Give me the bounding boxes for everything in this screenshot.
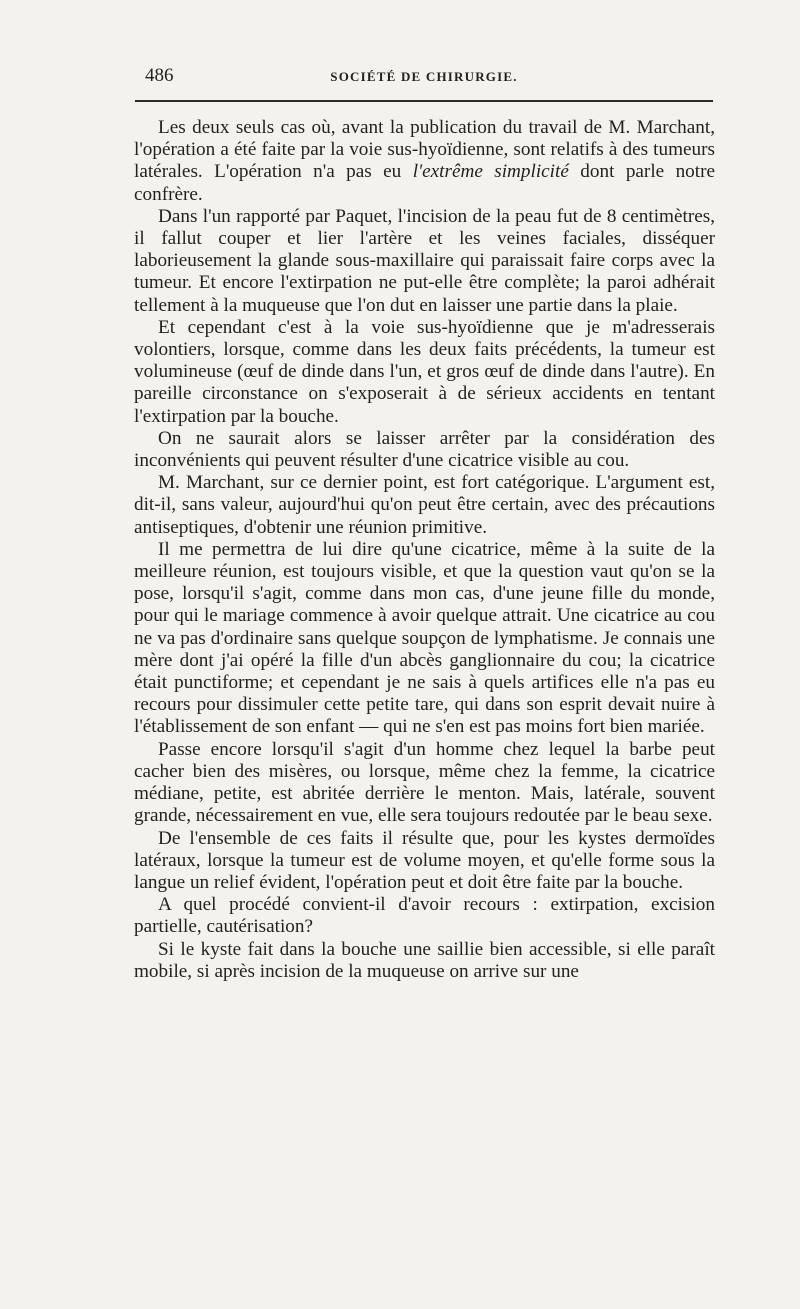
header-rule xyxy=(135,100,713,102)
page-number: 486 xyxy=(145,65,174,86)
running-head: SOCIÉTÉ DE CHIRURGIE. xyxy=(330,69,518,84)
paragraph: Dans l'un rapporté par Paquet, l'incision de la peau fut de 8 centimètres, il fallut couper et lier l'artère et les veines faciales, disséquer laborieusement la glande sous-maxillaire qui paraissait faire corps avec la tumeur. Et encore l'extirpation ne put-elle être complète; la paroi adhérait tellement à la muqueuse que l'on dut en laisser une partie dans la plaie. xyxy=(134,205,715,316)
paragraph: De l'ensemble de ces faits il résulte que, pour les kystes dermoïdes latéraux, lorsque la tumeur est de volume moyen, et qu'elle forme sous la langue un relief évident, l'opération peut et doit être faite par la bouche. xyxy=(134,827,715,893)
page-header xyxy=(135,64,713,88)
paragraph: Les deux seuls cas où, avant la publication du travail de M. Marchant, l'opération a été faite par la voie sus-hyoïdienne, sont relatifs à des tumeurs latérales. L'opération n'a pas eu l'extrême simplicité dont parle notre confrère. xyxy=(134,117,716,205)
paragraph: Et cependant c'est à la voie sus-hyoïdienne que je m'adresserais volontiers, lorsque, comme dans les deux faits précédents, la tumeur est volumineuse (œuf de dinde dans l'un, et gros œuf de dinde dans l'autre). En pareille circonstance on s'exposerait à de sérieux accidents en tentant l'extirpation par la bouche. xyxy=(134,316,715,427)
paragraph: Passe encore lorsqu'il s'agit d'un homme chez lequel la barbe peut cacher bien des misères, ou lorsque, même chez la femme, la cicatrice médiane, petite, est abritée derrière le menton. Mais, latérale, souvent grande, nécessairement en vue, elle sera toujours redoutée par le beau sexe. xyxy=(134,738,715,827)
emphasis: l'extrême simplicité xyxy=(412,161,569,183)
paragraph: M. Marchant, sur ce dernier point, est fort catégorique. L'argument est, dit-il, sans valeur, aujourd'hui qu'on peut être certain, avec des précautions antiseptiques, d'obtenir une réunion primitive. xyxy=(134,472,715,538)
paragraph: Il me permettra de lui dire qu'une cicatrice, même à la suite de la meilleure réunion, est toujours visible, et que la question vaut qu'on se la pose, lorsqu'il s'agit, comme dans mon cas, d'une jeune fille du monde, pour qui le mariage commence à avoir quelque attrait. Une cicatrice au cou ne va pas d'ordinaire sans quelque soupçon de lymphatisme. Je connais une mère dont j'ai opéré la fille d'un abcès ganglionnaire du cou; la cicatrice était punctiforme; et cependant je ne sais à quels artifices elle n'a pas eu recours pour dissimuler cette petite tare, qui dans son esprit devait nuire à l'établissement de son enfant — qui ne s'en est pas moins fort bien mariée. xyxy=(134,538,715,738)
paragraph: On ne saurait alors se laisser arrêter par la considération des inconvénients qui peuvent résulter d'une cicatrice visible au cou. xyxy=(134,427,715,472)
paragraph: Si le kyste fait dans la bouche une saillie bien accessible, si elle paraît mobile, si après incision de la muqueuse on arrive sur une xyxy=(134,938,715,982)
body-text xyxy=(134,117,715,983)
paragraph: A quel procédé convient-il d'avoir recours : extirpation, excision partielle, cautérisation? xyxy=(134,894,715,938)
